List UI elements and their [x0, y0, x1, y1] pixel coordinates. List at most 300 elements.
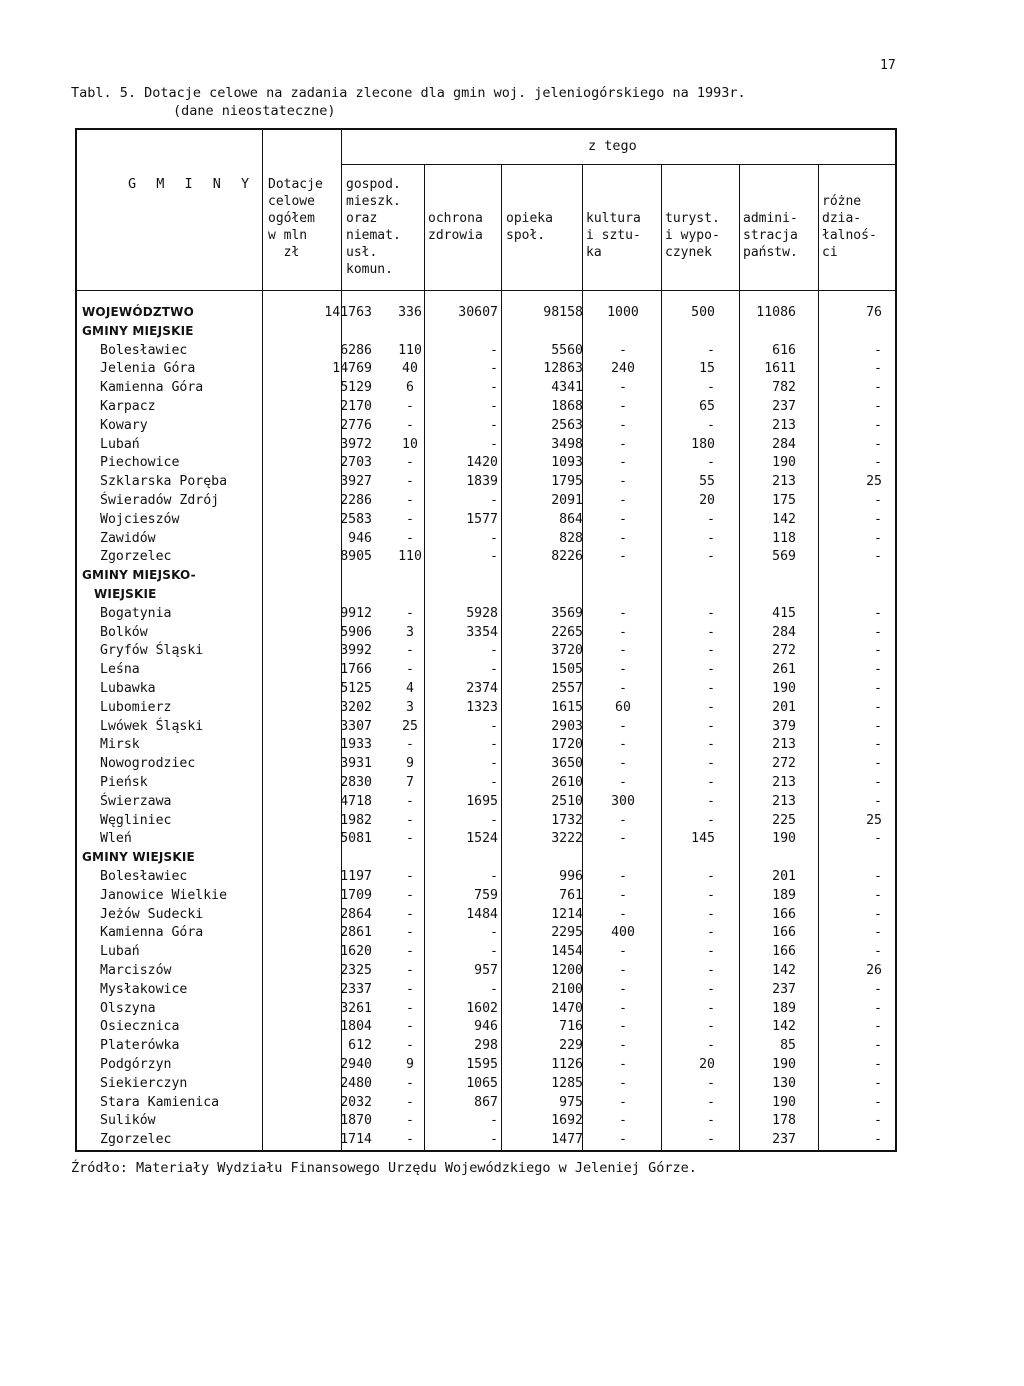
cell-c5: - — [619, 455, 627, 471]
cell-c3: - — [490, 493, 498, 508]
cell-c3: 5928 — [466, 605, 498, 621]
cell-c4: 1214 — [551, 906, 583, 922]
cell-c6: - — [707, 643, 715, 659]
cell-c8: - — [874, 1038, 882, 1054]
cell-c6: - — [707, 699, 715, 715]
cell-c8: - — [874, 831, 882, 847]
cell-c7: 166 — [772, 925, 796, 941]
gmina-name: Janowice Wielkie — [100, 887, 228, 903]
gmina-name: Lwówek Śląski — [100, 718, 204, 734]
cell-c5: - — [619, 342, 627, 358]
table-row — [76, 719, 896, 737]
cell-c5: - — [619, 869, 627, 884]
gmina-name: Podgórzyn — [100, 1057, 172, 1072]
cell-c6: - — [707, 925, 715, 941]
cell-c3: 1065 — [466, 1075, 498, 1091]
table-row — [76, 493, 896, 511]
cell-c3: - — [490, 1132, 498, 1148]
cell-c5: - — [619, 812, 627, 828]
header-opieka: opieka społ. — [506, 211, 553, 243]
cell-c2: - — [406, 399, 414, 414]
cell-c8: - — [874, 380, 882, 396]
cell-c7: 782 — [772, 380, 796, 396]
table-row — [76, 1057, 896, 1075]
cell-c3: - — [490, 925, 498, 941]
table-row — [76, 982, 896, 1000]
cell-c7: 118 — [772, 530, 796, 546]
cell-c7: 190 — [772, 681, 796, 696]
cell-c5: - — [619, 963, 627, 978]
cell-c4: 864 — [559, 511, 583, 527]
table-row — [76, 1038, 896, 1056]
table-row — [76, 606, 896, 624]
cell-c2: - — [406, 906, 414, 922]
cell-c7: 272 — [772, 643, 796, 659]
cell-c5: 240 — [611, 361, 635, 377]
cell-c6: 55 — [699, 474, 715, 490]
cell-c1: 2776 — [340, 417, 372, 433]
cell-c8: 76 — [866, 305, 882, 320]
cell-c8: - — [874, 399, 882, 414]
table-row — [76, 963, 896, 981]
gmina-name: Wojcieszów — [100, 511, 180, 527]
cell-c1: 5125 — [340, 681, 372, 696]
cell-c5: - — [619, 417, 627, 433]
cell-c8: - — [874, 869, 882, 884]
cell-c3: - — [490, 549, 498, 565]
cell-c8: 26 — [866, 963, 882, 978]
cell-c4: 2091 — [551, 493, 583, 508]
cell-c1: 1870 — [340, 1113, 372, 1129]
cell-c3: 1595 — [466, 1057, 498, 1072]
cell-c4: 98158 — [543, 305, 583, 320]
cell-c7: 189 — [772, 887, 796, 903]
cell-c8: - — [874, 624, 882, 640]
table-row — [76, 1001, 896, 1019]
cell-c5: 60 — [615, 699, 631, 715]
header-kultura: kultura i sztu- ka — [586, 211, 641, 260]
cell-c7: 213 — [772, 793, 796, 809]
cell-c6: - — [707, 1094, 715, 1110]
table-row — [76, 455, 896, 473]
cell-c6: - — [707, 1132, 715, 1148]
cell-c4: 3498 — [551, 436, 583, 452]
section-label: GMINY WIEJSKIE — [82, 850, 195, 865]
cell-c1: 5129 — [340, 380, 372, 396]
page-number: 17 — [880, 58, 896, 73]
table-row — [76, 418, 896, 436]
gmina-name: Kowary — [100, 417, 148, 433]
cell-c7: 213 — [772, 474, 796, 490]
table-row — [76, 531, 896, 549]
cell-c8: - — [874, 1094, 882, 1110]
cell-c2: - — [406, 963, 414, 978]
table-row — [76, 662, 896, 680]
cell-c5: - — [619, 549, 627, 565]
cell-c4: 1868 — [551, 399, 583, 414]
gmina-name: Jeżów Sudecki — [100, 906, 204, 922]
table-row — [76, 737, 896, 755]
cell-c4: 2510 — [551, 793, 583, 809]
table-row — [76, 700, 896, 718]
cell-c8: - — [874, 756, 882, 772]
gmina-name: Platerówka — [100, 1038, 180, 1054]
cell-c7: 190 — [772, 1094, 796, 1110]
cell-c2: - — [406, 474, 414, 490]
cell-c2: - — [406, 530, 414, 546]
cell-c4: 1795 — [551, 474, 583, 490]
cell-c2: 3 — [406, 624, 414, 640]
cell-c5: - — [619, 624, 627, 640]
cell-c3: - — [490, 869, 498, 884]
cell-c6: - — [707, 530, 715, 546]
cell-c2: 10 — [402, 436, 418, 452]
cell-c4: 1470 — [551, 1000, 583, 1016]
cell-c2: 4 — [406, 681, 414, 696]
gmina-name: Wleń — [100, 831, 132, 847]
cell-c5: - — [619, 775, 627, 790]
header-gminy: G M I N Y — [128, 176, 256, 192]
cell-c5: 400 — [611, 925, 635, 941]
cell-c2: 9 — [406, 1057, 414, 1072]
cell-c3: 1420 — [466, 455, 498, 471]
gmina-name: Mirsk — [100, 737, 140, 753]
title-line-1: Tabl. 5. Dotacje celowe na zadania zlecone dla gmin woj. jeleniogórskiego na 1993r. — [71, 85, 746, 101]
cell-c6: - — [707, 775, 715, 790]
cell-c1: 5081 — [340, 831, 372, 847]
table-row — [76, 625, 896, 643]
cell-c8: - — [874, 1113, 882, 1129]
cell-c5: - — [619, 906, 627, 922]
cell-c1: 3972 — [340, 436, 372, 452]
header-admin: admini- stracja państw. — [743, 211, 798, 260]
cell-c8: - — [874, 718, 882, 734]
cell-c6: - — [707, 887, 715, 903]
cell-c7: 225 — [772, 812, 796, 828]
gmina-name: Sulików — [100, 1113, 156, 1129]
cell-c2: - — [406, 1038, 414, 1054]
cell-c1: 2861 — [340, 925, 372, 941]
cell-c7: 213 — [772, 417, 796, 433]
cell-c3: - — [490, 643, 498, 659]
cell-c7: 213 — [772, 737, 796, 753]
table-row — [76, 474, 896, 492]
cell-c1: 5906 — [340, 624, 372, 640]
cell-c4: 1126 — [551, 1057, 583, 1072]
cell-c8: - — [874, 981, 882, 997]
cell-c5: - — [619, 643, 627, 659]
cell-c7: 616 — [772, 342, 796, 358]
table-row — [76, 831, 896, 849]
cell-c6: - — [707, 681, 715, 696]
cell-c3: - — [490, 981, 498, 997]
cell-c1: 1197 — [340, 869, 372, 884]
cell-c5: - — [619, 1038, 627, 1054]
cell-c7: 190 — [772, 1057, 796, 1072]
cell-c1: 2940 — [340, 1057, 372, 1072]
gmina-name: Lubawka — [100, 681, 156, 696]
cell-c1: 2337 — [340, 981, 372, 997]
gmina-name: Lubań — [100, 944, 140, 960]
cell-c6: - — [707, 812, 715, 828]
cell-c4: 1720 — [551, 737, 583, 753]
gmina-name: Piechowice — [100, 455, 180, 471]
cell-c7: 11086 — [756, 305, 796, 320]
cell-c3: 298 — [474, 1038, 498, 1054]
cell-c3: - — [490, 361, 498, 377]
cell-c7: 284 — [772, 436, 796, 452]
cell-c3: 1577 — [466, 511, 498, 527]
cell-c8: - — [874, 511, 882, 527]
cell-c6: - — [707, 756, 715, 772]
cell-c8: - — [874, 1057, 882, 1072]
cell-c4: 2563 — [551, 417, 583, 433]
cell-c5: 300 — [611, 793, 635, 809]
cell-c2: 110 — [398, 342, 422, 358]
cell-c7: 415 — [772, 605, 796, 621]
table-row — [76, 944, 896, 962]
cell-c3: - — [490, 756, 498, 772]
cell-c5: - — [619, 981, 627, 997]
cell-c1: 4718 — [340, 793, 372, 809]
cell-c7: 166 — [772, 906, 796, 922]
cell-c3: 3354 — [466, 624, 498, 640]
cell-c4: 4341 — [551, 380, 583, 396]
section-label: WOJEWÓDZTWO — [82, 305, 195, 319]
cell-c8: - — [874, 681, 882, 696]
cell-c5: - — [619, 887, 627, 903]
cell-c4: 761 — [559, 887, 583, 903]
cell-c7: 201 — [772, 869, 796, 884]
cell-c6: - — [707, 737, 715, 753]
gmina-name: Kamienna Góra — [100, 380, 204, 396]
cell-c7: 237 — [772, 1132, 796, 1148]
cell-c8: - — [874, 1019, 882, 1035]
cell-c4: 8226 — [551, 549, 583, 565]
cell-c7: 379 — [772, 718, 796, 734]
cell-c6: - — [707, 906, 715, 922]
cell-c3: 1839 — [466, 474, 498, 490]
cell-c5: - — [619, 1019, 627, 1035]
cell-c2: - — [406, 793, 414, 809]
table-row — [76, 756, 896, 774]
cell-c1: 612 — [348, 1038, 372, 1054]
table-row — [76, 869, 896, 887]
header-ochrona: ochrona zdrowia — [428, 211, 483, 243]
table-row — [76, 681, 896, 699]
header-gospod: gospod. mieszk. oraz niemat. usł. komun. — [346, 177, 401, 277]
cell-c3: - — [490, 775, 498, 790]
table-row — [76, 813, 896, 831]
cell-c3: - — [490, 530, 498, 546]
cell-c5: 1000 — [607, 305, 639, 320]
cell-c8: - — [874, 549, 882, 565]
header-divider — [341, 164, 897, 165]
cell-c3: 1602 — [466, 1000, 498, 1016]
cell-c1: 2583 — [340, 511, 372, 527]
cell-c8: - — [874, 436, 882, 452]
cell-c3: 867 — [474, 1094, 498, 1110]
cell-c4: 828 — [559, 530, 583, 546]
section-label: WIEJSKIE — [94, 587, 157, 601]
cell-c8: - — [874, 417, 882, 433]
header-z-tego: z tego — [588, 138, 637, 154]
cell-c4: 1692 — [551, 1113, 583, 1129]
cell-c8: - — [874, 1132, 882, 1148]
cell-c1: 2830 — [340, 775, 372, 790]
cell-c4: 229 — [559, 1038, 583, 1054]
cell-c8: - — [874, 1000, 882, 1016]
table-row — [76, 775, 896, 793]
cell-c6: 20 — [699, 1057, 715, 1072]
cell-c6: - — [707, 793, 715, 809]
cell-c4: 3720 — [551, 643, 583, 659]
cell-c4: 1615 — [551, 699, 583, 715]
cell-c8: - — [874, 1075, 882, 1091]
cell-c2: - — [406, 1019, 414, 1035]
cell-c3: 957 — [474, 963, 498, 978]
cell-c2: - — [406, 662, 414, 678]
table-row — [76, 1113, 896, 1131]
table-row — [76, 643, 896, 661]
cell-c1: 2325 — [340, 963, 372, 978]
cell-c7: 178 — [772, 1113, 796, 1129]
cell-c8: - — [874, 361, 882, 377]
cell-c7: 142 — [772, 511, 796, 527]
cell-c4: 2903 — [551, 718, 583, 734]
table-row — [76, 794, 896, 812]
table-row — [76, 1019, 896, 1037]
cell-c7: 142 — [772, 1019, 796, 1035]
cell-c1: 3307 — [340, 718, 372, 734]
cell-c5: - — [619, 944, 627, 960]
cell-c5: - — [619, 530, 627, 546]
cell-c7: 142 — [772, 963, 796, 978]
cell-c4: 3222 — [551, 831, 583, 847]
cell-c2: - — [406, 1075, 414, 1091]
cell-c8: - — [874, 925, 882, 941]
table-row — [76, 512, 896, 530]
cell-c6: 145 — [691, 831, 715, 847]
cell-c3: 1323 — [466, 699, 498, 715]
cell-c7: 237 — [772, 981, 796, 997]
cell-c6: - — [707, 417, 715, 433]
cell-c2: - — [406, 511, 414, 527]
cell-c8: - — [874, 342, 882, 358]
cell-c1: 1933 — [340, 737, 372, 753]
cell-c4: 2610 — [551, 775, 583, 790]
cell-c7: 175 — [772, 493, 796, 508]
table-row — [76, 1132, 896, 1150]
cell-c8: - — [874, 530, 882, 546]
gmina-name: Bolków — [100, 624, 148, 640]
cell-c4: 2265 — [551, 624, 583, 640]
cell-c3: 2374 — [466, 681, 498, 696]
table-title — [71, 84, 746, 120]
section-label: GMINY MIEJSKO- — [82, 568, 196, 583]
cell-c1: 2480 — [340, 1075, 372, 1091]
cell-c1: 2703 — [340, 455, 372, 471]
cell-c3: - — [490, 812, 498, 828]
cell-c4: 5560 — [551, 342, 583, 358]
table-row — [76, 437, 896, 455]
cell-c8: - — [874, 775, 882, 790]
cell-c6: - — [707, 1000, 715, 1016]
cell-c1: 9912 — [340, 605, 372, 621]
cell-c4: 975 — [559, 1094, 583, 1110]
cell-c2: - — [406, 737, 414, 753]
header-divider — [75, 290, 897, 291]
gmina-name: Bolesławiec — [100, 869, 188, 884]
cell-c5: - — [619, 436, 627, 452]
cell-c3: 1695 — [466, 793, 498, 809]
cell-c1: 8905 — [340, 549, 372, 565]
cell-c1: 6286 — [340, 342, 372, 358]
cell-c5: - — [619, 1075, 627, 1091]
cell-c5: - — [619, 399, 627, 414]
gmina-name: Zawidów — [100, 530, 156, 546]
cell-c7: 284 — [772, 624, 796, 640]
cell-c5: - — [619, 718, 627, 734]
cell-c2: - — [406, 605, 414, 621]
header-rozne: różne dzia- łalnoś- ci — [822, 194, 877, 260]
source-note: Źródło: Materiały Wydziału Finansowego Urzędu Wojewódzkiego w Jeleniej Górze. — [71, 1160, 697, 1176]
cell-c2: - — [406, 925, 414, 941]
cell-c7: 130 — [772, 1075, 796, 1091]
cell-c5: - — [619, 831, 627, 847]
gmina-name: Marciszów — [100, 963, 172, 978]
cell-c5: - — [619, 605, 627, 621]
cell-c2: - — [406, 887, 414, 903]
cell-c1: 3992 — [340, 643, 372, 659]
cell-c3: - — [490, 944, 498, 960]
cell-c7: 1611 — [764, 361, 796, 377]
cell-c5: - — [619, 1057, 627, 1072]
cell-c8: - — [874, 662, 882, 678]
cell-c2: - — [406, 455, 414, 471]
cell-c7: 190 — [772, 455, 796, 471]
table-row — [76, 925, 896, 943]
cell-c2: - — [406, 944, 414, 960]
cell-c3: - — [490, 417, 498, 433]
cell-c7: 85 — [780, 1038, 796, 1054]
cell-c1: 141763 — [324, 305, 372, 320]
cell-c1: 3927 — [340, 474, 372, 490]
cell-c3: - — [490, 737, 498, 753]
cell-c4: 12863 — [543, 361, 583, 377]
cell-c3: - — [490, 662, 498, 678]
cell-c4: 1477 — [551, 1132, 583, 1148]
cell-c8: 25 — [866, 812, 882, 828]
cell-c8: - — [874, 643, 882, 659]
cell-c2: - — [406, 1132, 414, 1148]
cell-c6: 15 — [699, 361, 715, 377]
cell-c1: 946 — [348, 530, 372, 546]
table-row — [76, 343, 896, 361]
cell-c3: 30607 — [458, 305, 498, 320]
gmina-name: Mysłakowice — [100, 981, 188, 997]
header-turyst: turyst. i wypo- czynek — [665, 211, 720, 260]
gmina-name: Świeradów Zdrój — [100, 493, 220, 508]
cell-c1: 2170 — [340, 399, 372, 414]
cell-c2: 25 — [402, 718, 418, 734]
cell-c2: 40 — [402, 361, 418, 377]
cell-c2: 3 — [406, 699, 414, 715]
cell-c2: 6 — [406, 380, 414, 396]
cell-c1: 2864 — [340, 906, 372, 922]
cell-c8: - — [874, 906, 882, 922]
cell-c3: - — [490, 718, 498, 734]
